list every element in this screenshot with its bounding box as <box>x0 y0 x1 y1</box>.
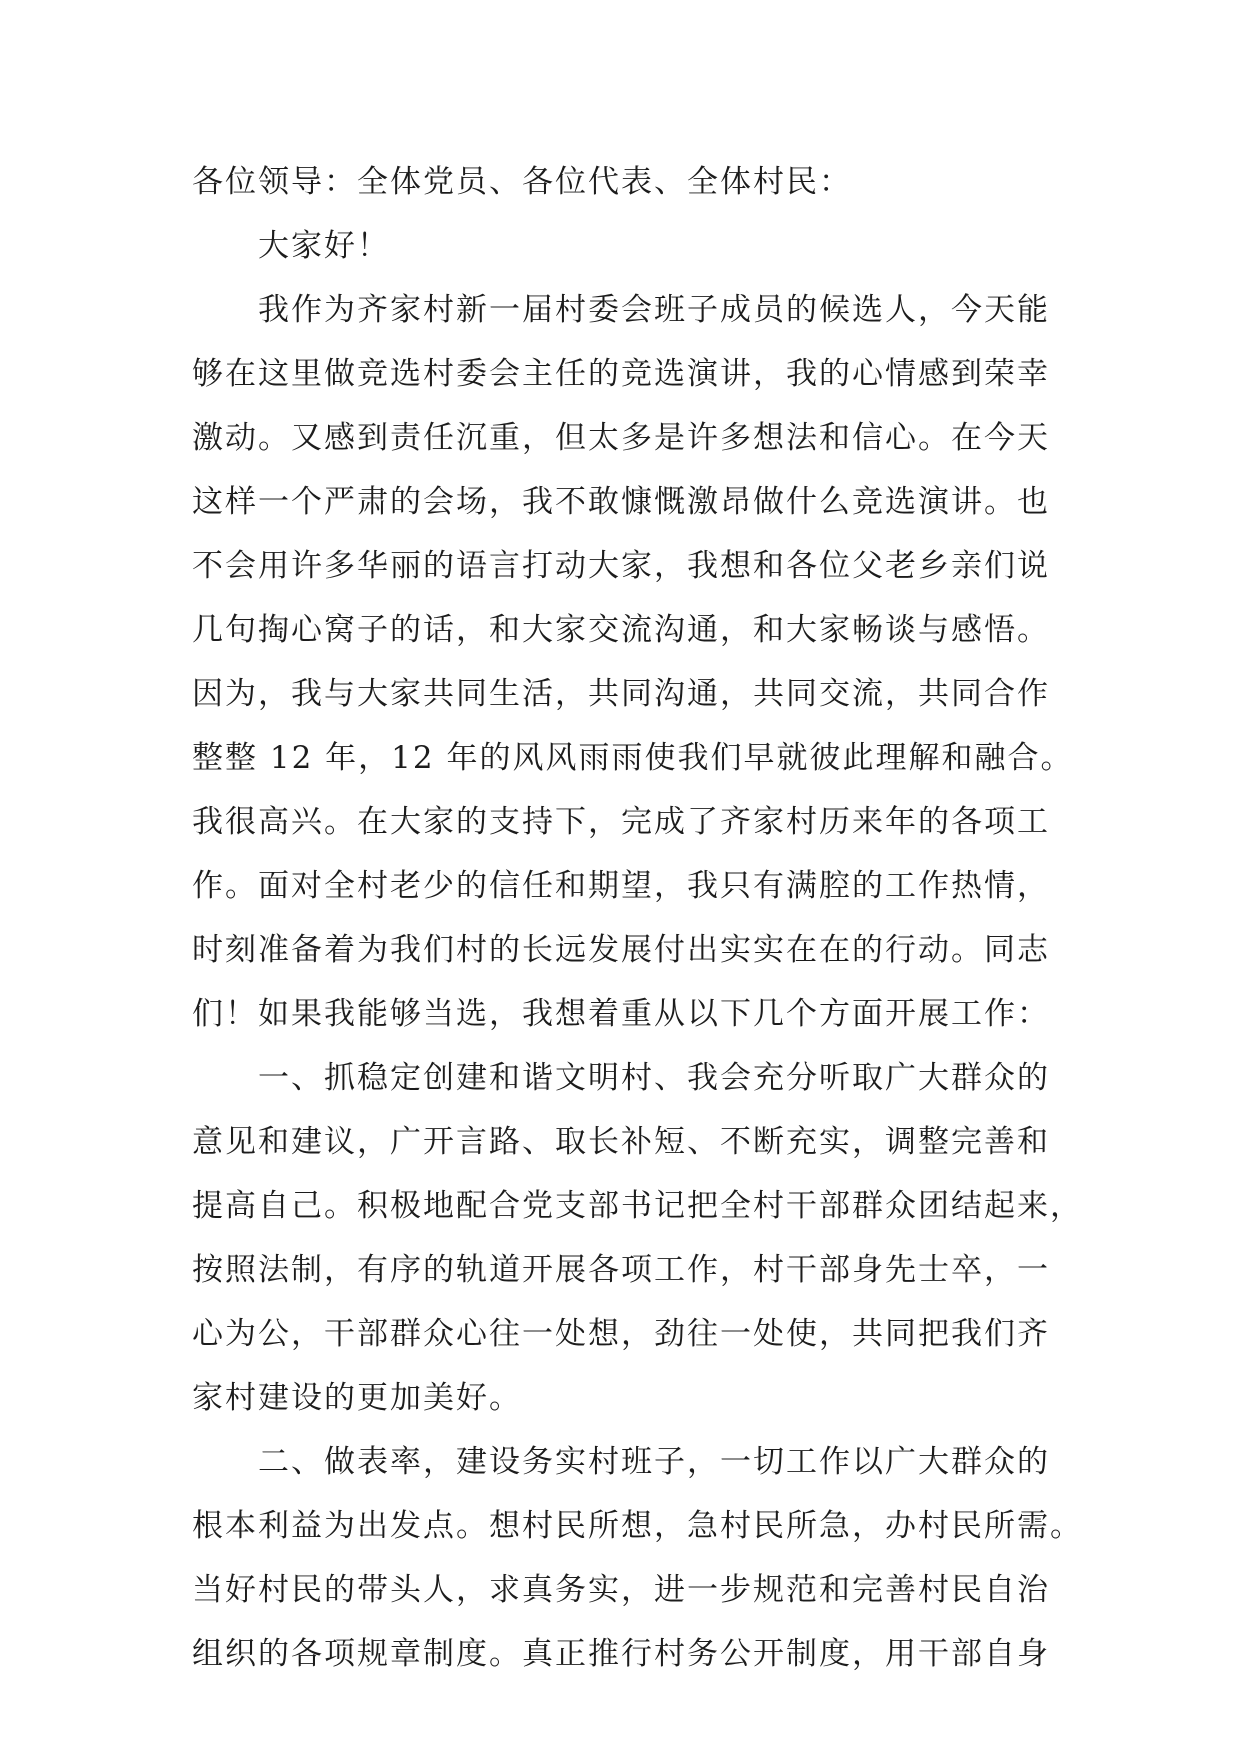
paragraph-line: 激动。又感到责任沉重，但太多是许多想法和信心。在今天 <box>192 420 1050 456</box>
section-two-line: 二、做表率，建设务实村班子，一切工作以广大群众的 <box>258 1444 1050 1480</box>
section-two-line: 当好村民的带头人，求真务实，进一步规范和完善村民自治 <box>192 1572 1050 1608</box>
paragraph-line: 时刻准备着为我们村的长远发展付出实实在在的行动。同志 <box>192 932 1050 968</box>
paragraph-line: 作。面对全村老少的信任和期望，我只有满腔的工作热情， <box>192 868 1050 904</box>
paragraph-line: 我作为齐家村新一届村委会班子成员的候选人，今天能 <box>258 292 1050 328</box>
section-one-line: 家村建设的更加美好。 <box>192 1380 522 1416</box>
section-one-line: 按照法制，有序的轨道开展各项工作，村干部身先士卒，一 <box>192 1252 1050 1288</box>
paragraph-line: 不会用许多华丽的语言打动大家，我想和各位父老乡亲们说 <box>192 548 1050 584</box>
paragraph-line: 几句掏心窝子的话，和大家交流沟通，和大家畅谈与感悟。 <box>192 612 1050 648</box>
section-two-line: 根本利益为出发点。想村民所想，急村民所急，办村民所需。 <box>192 1508 1083 1544</box>
paragraph-line: 这样一个严肃的会场，我不敢慷慨激昂做什么竞选演讲。也 <box>192 484 1050 520</box>
paragraph-line: 整整 12 年，12 年的风风雨雨使我们早就彼此理解和融合。 <box>192 740 1074 776</box>
paragraph-line: 因为，我与大家共同生活，共同沟通，共同交流，共同合作 <box>192 676 1050 712</box>
salutation-line: 各位领导：全体党员、各位代表、全体村民： <box>192 164 852 200</box>
section-one-line: 一、抓稳定创建和谐文明村、我会充分听取广大群众的 <box>258 1060 1050 1096</box>
section-one-line: 意见和建议，广开言路、取长补短、不断充实，调整完善和 <box>192 1124 1050 1160</box>
paragraph-line: 我很高兴。在大家的支持下，完成了齐家村历来年的各项工 <box>192 804 1050 840</box>
section-two-line: 组织的各项规章制度。真正推行村务公开制度，用干部自身 <box>192 1636 1050 1672</box>
document-body <box>192 160 1083 1696</box>
section-one-line: 提高自己。积极地配合党支部书记把全村干部群众团结起来， <box>192 1188 1083 1224</box>
section-one-line: 心为公，干部群众心往一处想，劲往一处使，共同把我们齐 <box>192 1316 1050 1352</box>
paragraph-line: 够在这里做竞选村委会主任的竞选演讲，我的心情感到荣幸 <box>192 356 1050 392</box>
greeting-line: 大家好！ <box>258 228 390 264</box>
paragraph-line: 们！如果我能够当选，我想着重从以下几个方面开展工作： <box>192 996 1050 1032</box>
